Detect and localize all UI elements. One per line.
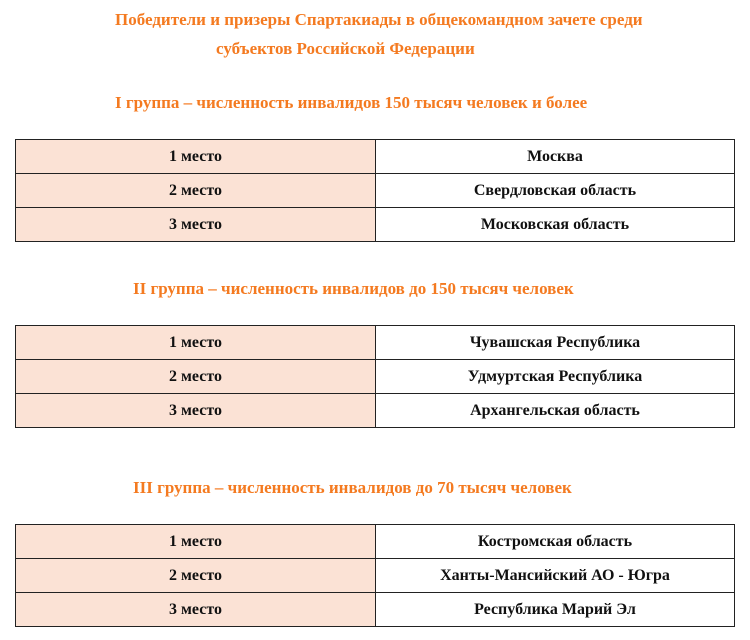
group-3-table — [15, 524, 735, 627]
region-cell: Удмуртская Республика — [376, 360, 735, 394]
place-cell: 3 место — [16, 593, 376, 627]
region-cell: Республика Марий Эл — [376, 593, 735, 627]
table-row — [16, 394, 735, 428]
group-2-table — [15, 325, 735, 428]
table-row — [16, 174, 735, 208]
table-row — [16, 593, 735, 627]
region-cell: Архангельская область — [376, 394, 735, 428]
place-cell: 3 место — [16, 394, 376, 428]
region-cell: Свердловская область — [376, 174, 735, 208]
table-row — [16, 559, 735, 593]
region-cell: Чувашская Республика — [376, 326, 735, 360]
group-1-table — [15, 139, 735, 242]
page-title-line2: субъектов Российской Федерации — [216, 39, 475, 58]
table-row — [16, 360, 735, 394]
place-cell: 2 место — [16, 559, 376, 593]
table-row — [16, 326, 735, 360]
group-2-heading: II группа – численность инвалидов до 150 тысяч человек — [133, 279, 574, 298]
place-cell: 1 место — [16, 140, 376, 174]
region-cell: Костромская область — [376, 525, 735, 559]
region-cell: Москва — [376, 140, 735, 174]
group-3-heading: III группа – численность инвалидов до 70 тысяч человек — [133, 478, 572, 497]
table-row — [16, 208, 735, 242]
table-row — [16, 140, 735, 174]
place-cell: 2 место — [16, 174, 376, 208]
group-1-heading: I группа – численность инвалидов 150 тысяч человек и более — [115, 93, 588, 112]
region-cell: Ханты-Мансийский АО - Югра — [376, 559, 735, 593]
place-cell: 3 место — [16, 208, 376, 242]
place-cell: 1 место — [16, 525, 376, 559]
place-cell: 2 место — [16, 360, 376, 394]
place-cell: 1 место — [16, 326, 376, 360]
table-row — [16, 525, 735, 559]
region-cell: Московская область — [376, 208, 735, 242]
page-title-line1: Победители и призеры Спартакиады в общекомандном зачете среди — [115, 10, 643, 29]
